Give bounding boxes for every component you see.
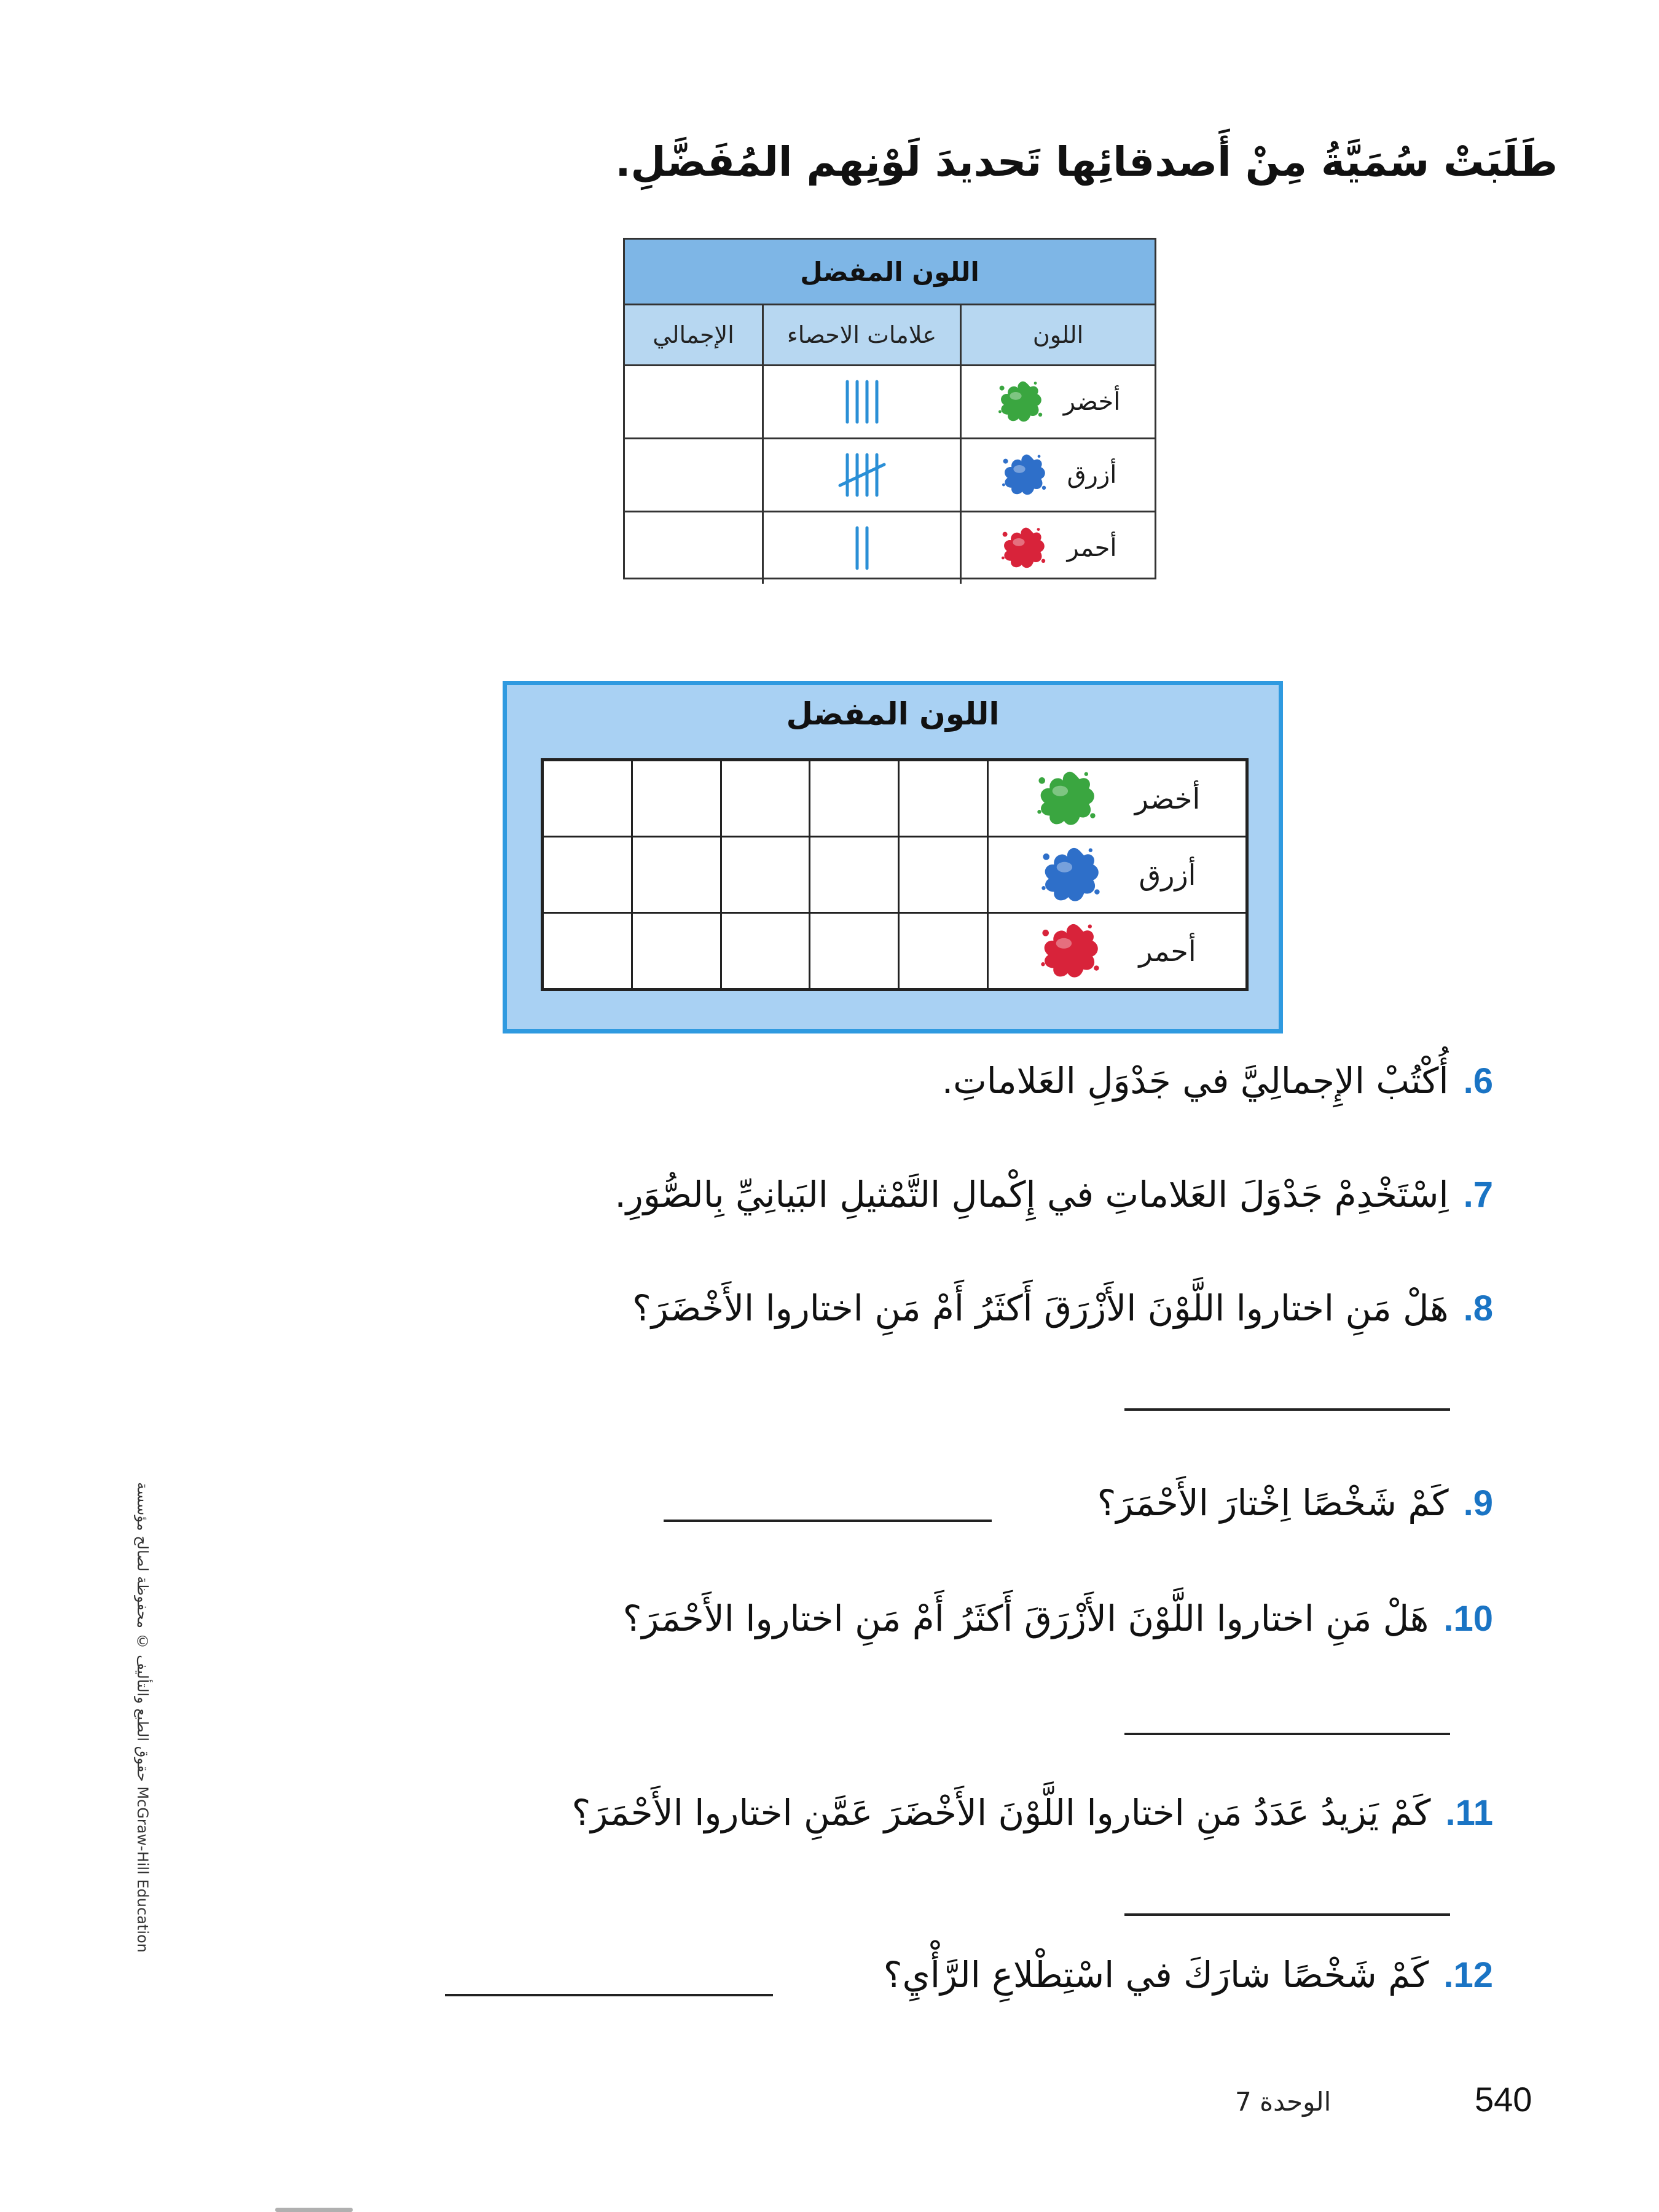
- color-label: أحمر: [1139, 934, 1196, 968]
- tally-row-red: [625, 512, 1155, 584]
- graph-cell[interactable]: [720, 914, 809, 988]
- tally-table-header: [625, 305, 1155, 366]
- color-label: أزرق: [1067, 461, 1117, 489]
- question-12: [884, 1954, 1493, 1996]
- question-number: 9.: [1463, 1483, 1493, 1523]
- tally-color-cell: [960, 512, 1155, 584]
- answer-line-12[interactable]: [445, 1994, 773, 1996]
- question-text: هَلْ مَنِ اختاروا اللَّوْنَ الأَزْرَقَ أَكثَرُ أَمْ مَنِ اختاروا الأَخْضَرَ؟: [632, 1287, 1449, 1329]
- green-paint-splat-icon: [1034, 766, 1099, 831]
- graph-row-label: [987, 761, 1245, 836]
- graph-cell[interactable]: [809, 837, 898, 912]
- question-6: [942, 1060, 1493, 1102]
- color-label: أحمر: [1067, 534, 1117, 562]
- question-9: [1097, 1482, 1493, 1524]
- tally-table-caption: اللون المفضل: [625, 240, 1155, 305]
- total-input-cell[interactable]: [625, 439, 762, 511]
- blue-paint-splat-icon: [1038, 842, 1104, 908]
- color-label: أخضر: [1134, 782, 1201, 815]
- total-input-cell[interactable]: [625, 366, 762, 437]
- graph-row-green: [544, 761, 1245, 837]
- tally-marks-cell: [762, 439, 960, 511]
- tally-marks-cell: [762, 512, 960, 584]
- picture-graph: [503, 681, 1283, 1033]
- answer-line-11[interactable]: [1124, 1913, 1450, 1916]
- question-10: [623, 1598, 1493, 1639]
- question-7: [614, 1174, 1493, 1215]
- unit-label: الوحدة 7: [1235, 2087, 1332, 2117]
- header-total: الإجمالي: [653, 321, 734, 348]
- question-number: 7.: [1463, 1175, 1493, 1215]
- graph-cell[interactable]: [631, 761, 720, 836]
- red-paint-splat-icon: [999, 524, 1048, 573]
- graph-cell[interactable]: [809, 914, 898, 988]
- tally-row-green: [625, 366, 1155, 439]
- scroll-indicator: [275, 2208, 353, 2212]
- tally-marks-icon: [828, 447, 896, 503]
- graph-cell[interactable]: [720, 837, 809, 912]
- question-text: هَلْ مَنِ اختاروا اللَّوْنَ الأَزْرَقَ أَكثَرُ أَمْ مَنِ اختاروا الأَحْمَرَ؟: [622, 1598, 1429, 1639]
- tally-table: [623, 238, 1156, 579]
- graph-cell[interactable]: [631, 837, 720, 912]
- question-text: كَمْ شَخْصًا شارَكَ في اسْتِطْلاعِ الرَّأْيِ؟: [883, 1954, 1429, 1996]
- tally-row-blue: [625, 439, 1155, 512]
- graph-row-red: [544, 914, 1245, 988]
- graph-row-blue: [544, 837, 1245, 914]
- header-color: اللون: [960, 305, 1155, 364]
- answer-line-10[interactable]: [1124, 1733, 1450, 1735]
- color-label: أزرق: [1139, 858, 1196, 892]
- answer-line-8[interactable]: [1124, 1408, 1450, 1411]
- question-number: 12.: [1443, 1955, 1493, 1995]
- tally-color-cell: [960, 366, 1155, 437]
- question-text: اِسْتَخْدِمْ جَدْوَلَ العَلاماتِ في إِكْمالِ التَّمْثيلِ البَيانِيِّ بِالصُّوَرِ.: [614, 1174, 1449, 1215]
- question-text: أُكْتُبْ الإِجمالِيَّ في جَدْوَلِ العَلاماتِ.: [941, 1060, 1449, 1102]
- graph-cell[interactable]: [544, 914, 631, 988]
- green-paint-splat-icon: [996, 377, 1045, 426]
- blue-paint-splat-icon: [1000, 450, 1049, 500]
- question-number: 11.: [1445, 1793, 1493, 1833]
- red-paint-splat-icon: [1038, 919, 1103, 984]
- graph-row-label: [987, 837, 1245, 912]
- picture-graph-title: اللون المفضل: [786, 696, 1000, 732]
- tally-marks-cell: [762, 366, 960, 437]
- question-text: كَمْ يَزيدُ عَدَدُ مَنِ اختاروا اللَّوْنَ الأَخْضَرَ عَمَّنِ اختاروا الأَحْمَرَ؟: [571, 1792, 1431, 1834]
- tally-marks-icon: [828, 520, 896, 576]
- question-number: 8.: [1463, 1288, 1493, 1328]
- question-number: 6.: [1463, 1061, 1493, 1101]
- graph-cell[interactable]: [544, 761, 631, 836]
- graph-cell[interactable]: [631, 914, 720, 988]
- graph-cell[interactable]: [898, 914, 987, 988]
- graph-cell[interactable]: [720, 761, 809, 836]
- question-11: [571, 1792, 1493, 1834]
- picture-graph-grid: [541, 758, 1249, 991]
- answer-line-9[interactable]: [664, 1520, 992, 1522]
- graph-cell[interactable]: [809, 761, 898, 836]
- page-title: طَلَبَتْ سُمَيَّةُ مِنْ أَصدقائِها تَحديدَ لَوْنِهم المُفَضَّلِ.: [615, 138, 1558, 186]
- question-8: [632, 1287, 1493, 1329]
- graph-cell[interactable]: [898, 761, 987, 836]
- graph-cell[interactable]: [544, 837, 631, 912]
- tally-marks-icon: [828, 374, 896, 429]
- question-number: 10.: [1443, 1599, 1493, 1639]
- color-label: أخضر: [1063, 388, 1121, 416]
- graph-row-label: [987, 914, 1245, 988]
- header-tally: علامات الاحصاء: [762, 305, 960, 364]
- page-number: 540: [1475, 2080, 1532, 2119]
- copyright-credit: حقوق الطبع والتأليف © محفوظة لصالح مؤسسة McGraw-Hill Education: [134, 1482, 151, 1953]
- total-input-cell[interactable]: [625, 512, 762, 584]
- graph-cell[interactable]: [898, 837, 987, 912]
- tally-color-cell: [960, 439, 1155, 511]
- question-text: كَمْ شَخْصًا اِخْتارَ الأَحْمَرَ؟: [1097, 1482, 1449, 1524]
